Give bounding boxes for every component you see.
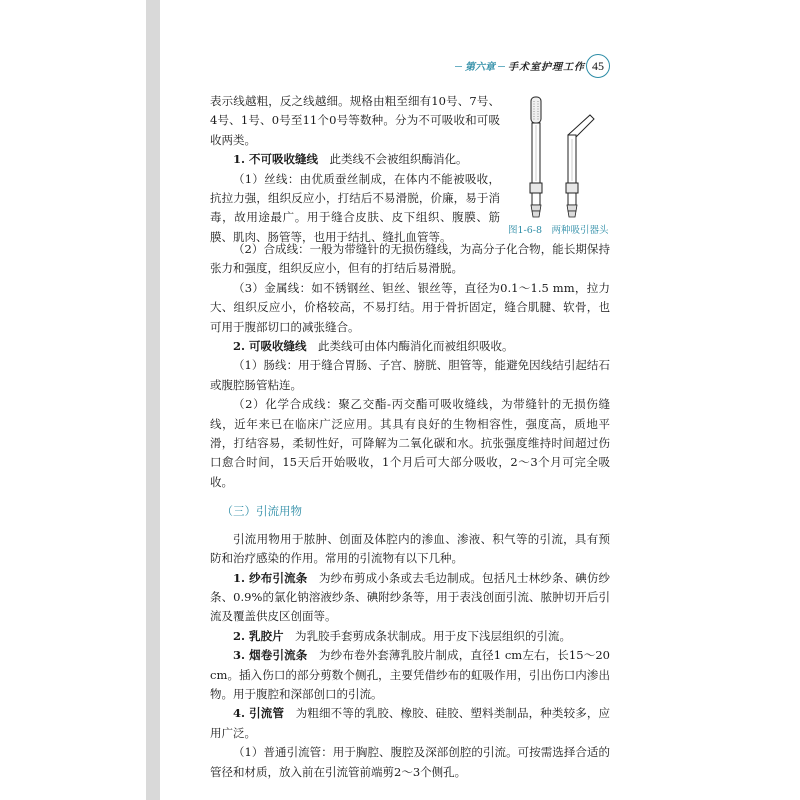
heading-drain-tube: 4. 引流管 [233, 706, 285, 721]
text-block-lower [210, 240, 610, 782]
page-number: 45 [586, 54, 610, 78]
chapter-label: 第六章 [462, 58, 498, 73]
paragraph: 表示线越粗，反之线越细。规格由粗至细有10号、7号、4号、1号、0号至11个0号等数种。分为不可吸收和可吸收两类。 [210, 94, 500, 147]
suction-tips-illustration [508, 95, 608, 235]
paragraph-text: 为粗细不等的乳胶、橡胶、硅胶、塑料类制品，种类较多，应用广泛。 [210, 706, 610, 740]
straight-suction-tip [530, 97, 542, 217]
paragraph [210, 337, 610, 356]
text-block-upper [210, 92, 500, 247]
paragraph: （1）丝线：由优质蚕丝制成，在体内不能被吸收，抗拉力强，组织反应小，打结后不易滑脱，价廉，易于消毒，故用途最广。用于缝合皮肤、皮下组织、腹膜、筋膜、肌肉、肠管等，也用于结扎、缝扎血管等。 [210, 171, 500, 244]
paragraph: （1）普通引流管：用于胸腔、腹腔及深部创腔的引流。可按需选择合适的管径和材质，放入前在引流管前端剪2～3个侧孔。 [210, 745, 610, 779]
paragraph-text: 为纱布卷外套薄乳胶片制成，直径1 cm左右，长15～20 cm。插入伤口的部分剪数个侧孔，主要凭借纱布的虹吸作用，引出伤口内渗出物。用于腹腔和深部创口的引流。 [210, 648, 610, 701]
paragraph [210, 627, 610, 646]
paragraph: （2）化学合成线：聚乙交酯-丙交酯可吸收缝线，为带缝针的无损伤缝线，近年来已在临床广泛应用。其具有良好的生物相容性，强度高，质地平滑，打结容易，柔韧性好，可降解为二氧化碳和水。抗张强度维持时间超过伤口愈合时间，15天后开始吸收，1个月后可大部分吸收，2～3个月可完全吸收。 [210, 397, 610, 489]
heading-latex-strip: 2. 乳胶片 [233, 628, 284, 643]
section-heading: （三）引流用物 [221, 504, 302, 519]
paragraph: （1）肠线：用于缝合胃肠、子宫、膀胱、胆管等，能避免因线结引起结石或腹腔肠管粘连。 [210, 358, 610, 392]
chapter-title: 手术室护理工作 [505, 58, 588, 73]
angled-suction-tip [566, 115, 594, 217]
paragraph: （2）合成线：一般为带缝针的无损伤缝线，为高分子化合物，能长期保持张力和强度，组织反应小，但有的打结后易滑脱。 [210, 242, 610, 276]
paragraph-text: 为乳胶手套剪成条状制成。用于皮下浅层组织的引流。 [283, 628, 572, 643]
paragraph: （3）金属线：如不锈钢丝、钽丝、银丝等，直径为0.1～1.5 mm，拉力大、组织反应小，价格较高，不易打结。用于骨折固定，缝合肌腱、软骨，也可用于腹部切口的减张缝合。 [210, 280, 610, 334]
paragraph [210, 704, 610, 743]
binding-gutter [146, 0, 160, 800]
paragraph-text: 此类线不会被组织酶消化。 [318, 152, 468, 167]
paragraph [210, 569, 610, 627]
paragraph-text: 此类线可由体内酶消化而被组织吸收。 [306, 339, 514, 354]
paragraph [210, 646, 610, 704]
paragraph: 引流用物用于脓肿、创面及体腔内的渗血、渗液、积气等的引流，具有预防和治疗感染的作用。常用的引流物有以下几种。 [210, 531, 610, 566]
paragraph-text: 为纱布剪成小条或去毛边制成。包括凡士林纱条、碘仿纱条、0.9%的氯化钠溶液纱条、碘附纱条等，用于表浅创面引流、脓肿切开后引流及覆盖供皮区创面等。 [210, 570, 611, 624]
heading-absorbable: 2. 可吸收缝线 [233, 339, 307, 354]
figure-caption: 图1-6-8 两种吸引器头 [508, 225, 609, 236]
paragraph [210, 150, 500, 169]
heading-nonabsorbable: 1. 不可吸收缝线 [233, 152, 319, 167]
heading-gauze-drain: 1. 纱布引流条 [233, 570, 308, 585]
heading-cigarette-drain: 3. 烟卷引流条 [233, 648, 308, 663]
